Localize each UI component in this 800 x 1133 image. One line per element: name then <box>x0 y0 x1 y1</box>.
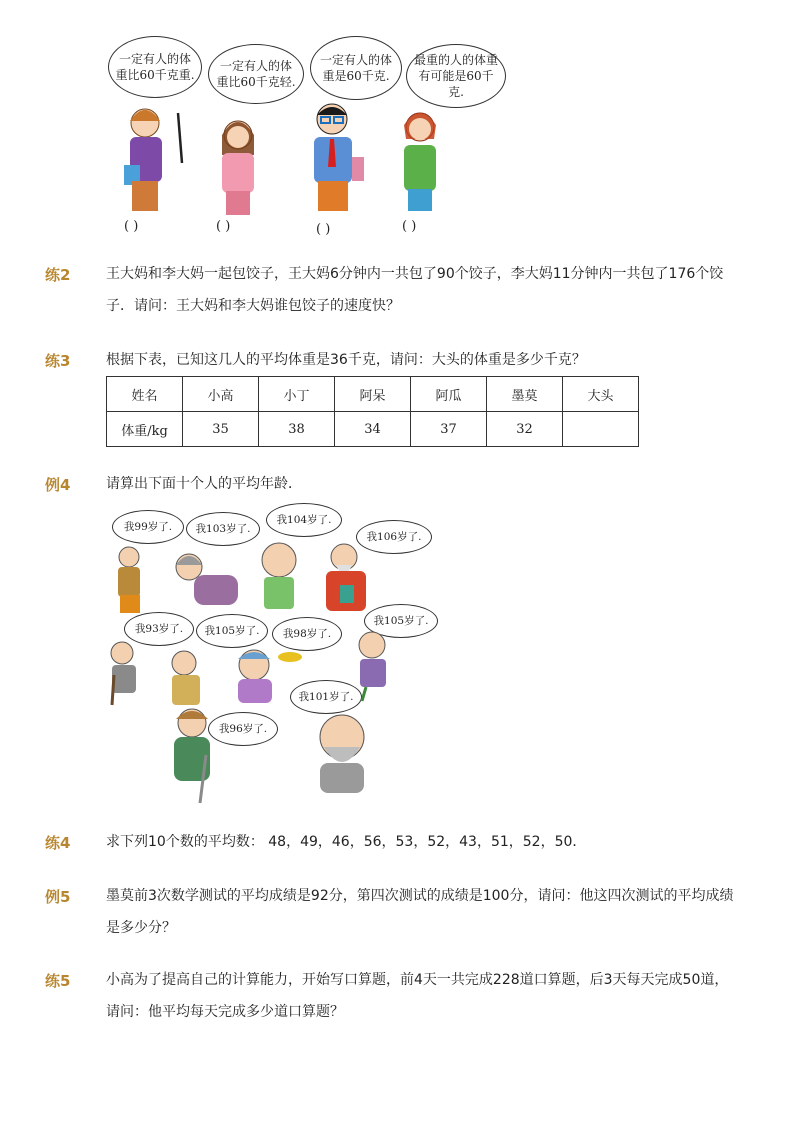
speech-bubble-4: 最重的人的体重有可能是60千克. <box>406 44 506 108</box>
answer-cell[interactable] <box>563 412 639 447</box>
age-bubble: 我106岁了. <box>356 520 432 554</box>
table-cell: 35 <box>183 412 259 447</box>
table-cell: 墨莫 <box>487 377 563 412</box>
speech-bubble-2: 一定有人的体重比60千克轻. <box>208 44 304 104</box>
table-cell: 小丁 <box>259 377 335 412</box>
teachers-illustration <box>110 95 510 235</box>
problem-text: 求下列10个数的平均数： 48，49，46，56，53，52，43，51，52，50． <box>106 834 587 850</box>
age-bubble: 我105岁了. <box>364 604 438 638</box>
table-cell: 37 <box>411 412 487 447</box>
speech-bubble-1: 一定有人的体重比60千克重. <box>108 36 202 98</box>
elderly-people-illustration <box>104 505 444 805</box>
teacher-figure <box>124 109 182 211</box>
age-bubble: 我98岁了. <box>272 617 342 651</box>
problem-text: 王大妈和李大妈一起包饺子，王大妈6分钟内一共包了90个饺子，李大妈11分钟内一共包了176个饺子．请问：王大妈和李大妈谁包饺子的速度快？ <box>106 266 724 314</box>
problem-text: 根据下表，已知这几人的平均体重是36千克，请问：大头的体重是多少千克？ <box>106 352 586 368</box>
problem-text: 小高为了提高自己的计算能力，开始写口算题，前4天一共完成228道口算题，后3天每天完成50道，请问：他平均每天完成多少道口算题？ <box>106 972 729 1020</box>
girl-figure <box>222 121 254 215</box>
age-bubble: 我96岁了. <box>208 712 278 746</box>
table-cell: 小高 <box>183 377 259 412</box>
problem-label: 练3 <box>45 352 71 370</box>
age-bubble: 我99岁了. <box>112 510 184 544</box>
boy-figure <box>314 104 364 211</box>
problem-text: 墨莫前3次数学测试的平均成绩是92分，第四次测试的成绩是100分，请问：他这四次测试的平均成绩是多少分？ <box>106 888 734 936</box>
table-cell: 34 <box>335 412 411 447</box>
problem-label: 例5 <box>45 888 71 906</box>
age-bubble: 我101岁了. <box>290 680 362 714</box>
answer-blank-1[interactable]: ( ) <box>124 219 139 234</box>
table-row <box>107 377 639 412</box>
answer-blank-2[interactable]: ( ) <box>216 219 231 234</box>
table-cell: 大头 <box>563 377 639 412</box>
table-cell: 阿瓜 <box>411 377 487 412</box>
problem-label: 练5 <box>45 972 71 990</box>
table-cell: 体重/kg <box>107 412 183 447</box>
problem-label: 例4 <box>45 476 71 494</box>
table-cell: 38 <box>259 412 335 447</box>
speech-bubble-3: 一定有人的体重是60千克. <box>310 36 402 100</box>
weight-table <box>106 376 639 447</box>
age-bubble: 我93岁了. <box>124 612 194 646</box>
problem-label: 练4 <box>45 834 71 852</box>
age-bubble: 我104岁了. <box>266 503 342 537</box>
table-cell: 姓名 <box>107 377 183 412</box>
table-row <box>107 412 639 447</box>
woman-figure <box>404 113 436 211</box>
table-cell: 32 <box>487 412 563 447</box>
answer-blank-4[interactable]: ( ) <box>402 219 417 234</box>
age-bubble: 我103岁了. <box>186 512 260 546</box>
table-cell: 阿呆 <box>335 377 411 412</box>
answer-blank-3[interactable]: ( ) <box>316 222 331 237</box>
problem-label: 练2 <box>45 266 71 284</box>
problem-text: 请算出下面十个人的平均年龄． <box>106 476 302 492</box>
age-bubble: 我105岁了. <box>196 614 268 648</box>
